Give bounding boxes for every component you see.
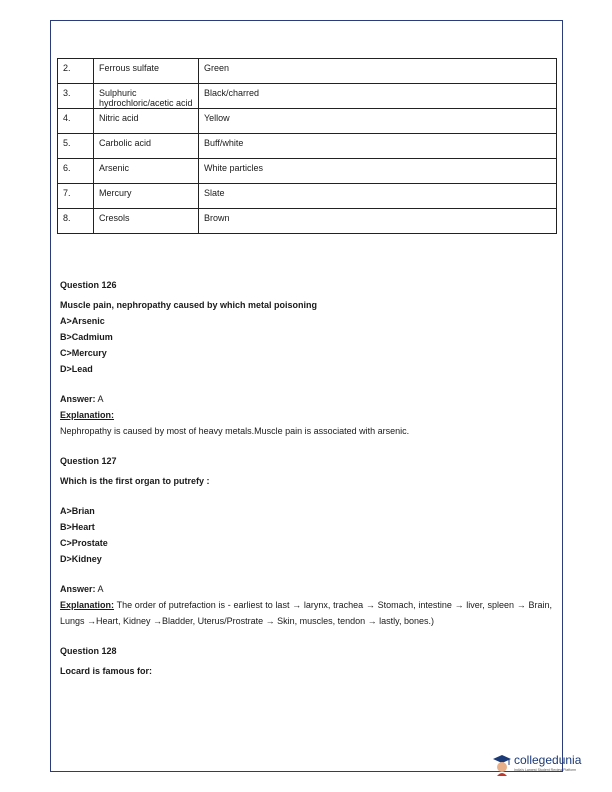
- color-cell: White particles: [199, 159, 557, 184]
- question-text: Muscle pain, nephropathy caused by which metal poisoning: [60, 300, 318, 310]
- question-title: Question 128: [60, 646, 117, 656]
- question-title: Question 126: [60, 280, 117, 290]
- question-126: [60, 277, 552, 439]
- table-row: [58, 209, 557, 234]
- table-row: [58, 184, 557, 209]
- compound-cell: Ferrous sulfate: [94, 59, 199, 84]
- answer-value: A: [97, 584, 104, 594]
- collegedunia-logo: [492, 752, 582, 776]
- poison-color-table: [57, 58, 557, 234]
- option-b: B>Heart: [60, 522, 95, 532]
- answer-value: A: [97, 394, 104, 404]
- explanation-text: The order of putrefaction is - earliest to last → larynx, trachea → Stomach, intestine → liver, spleen → Brain, Lungs →Heart, Kidney →Bladder, Uterus/Prostrate → Skin, muscles, tendon → lastly, bones.): [60, 600, 552, 626]
- answer-line: [60, 581, 552, 597]
- explanation-label: Explanation:: [60, 600, 115, 610]
- logo-wordmark: collegedunia: [514, 753, 582, 767]
- color-cell: Black/charred: [199, 84, 557, 109]
- answer-line: [60, 391, 552, 407]
- table-row: [58, 59, 557, 84]
- questions-section: [60, 277, 552, 679]
- table-row: [58, 84, 557, 109]
- row-number: 5.: [58, 134, 94, 159]
- compound-cell: Mercury: [94, 184, 199, 209]
- option-a: A>Brian: [60, 506, 95, 516]
- table-row: [58, 159, 557, 184]
- compound-cell: Arsenic: [94, 159, 199, 184]
- row-number: 8.: [58, 209, 94, 234]
- option-b: B>Cadmium: [60, 332, 113, 342]
- question-text: Locard is famous for:: [60, 666, 153, 676]
- explanation-label: Explanation:: [60, 410, 115, 420]
- answer-label: Answer:: [60, 584, 96, 594]
- option-c: C>Mercury: [60, 348, 107, 358]
- option-d: D>Lead: [60, 364, 93, 374]
- logo-tagline: India's Largest Student Review Platform: [514, 768, 577, 772]
- row-number: 3.: [58, 84, 94, 109]
- color-cell: Green: [199, 59, 557, 84]
- row-number: 4.: [58, 109, 94, 134]
- question-text: Which is the first organ to putrefy :: [60, 476, 210, 486]
- row-number: 6.: [58, 159, 94, 184]
- table-row: [58, 134, 557, 159]
- explanation-block: [60, 597, 552, 629]
- answer-label: Answer:: [60, 394, 96, 404]
- options-list: [60, 313, 552, 377]
- table-row: [58, 109, 557, 134]
- option-a: A>Arsenic: [60, 316, 105, 326]
- row-number: 7.: [58, 184, 94, 209]
- color-cell: Buff/white: [199, 134, 557, 159]
- color-cell: Slate: [199, 184, 557, 209]
- explanation-text: Nephropathy is caused by most of heavy metals.Muscle pain is associated with arsenic.: [60, 426, 410, 436]
- option-d: D>Kidney: [60, 554, 102, 564]
- options-list: [60, 503, 552, 567]
- option-c: C>Prostate: [60, 538, 108, 548]
- color-cell: Yellow: [199, 109, 557, 134]
- question-128: [60, 643, 552, 679]
- graduation-cap-icon: [492, 752, 512, 776]
- compound-cell: Nitric acid: [94, 109, 199, 134]
- compound-cell: Cresols: [94, 209, 199, 234]
- compound-cell: Carbolic acid: [94, 134, 199, 159]
- question-title: Question 127: [60, 456, 117, 466]
- compound-cell: Sulphuric hydrochloric/acetic acid: [94, 84, 199, 109]
- row-number: 2.: [58, 59, 94, 84]
- color-cell: Brown: [199, 209, 557, 234]
- question-127: [60, 453, 552, 629]
